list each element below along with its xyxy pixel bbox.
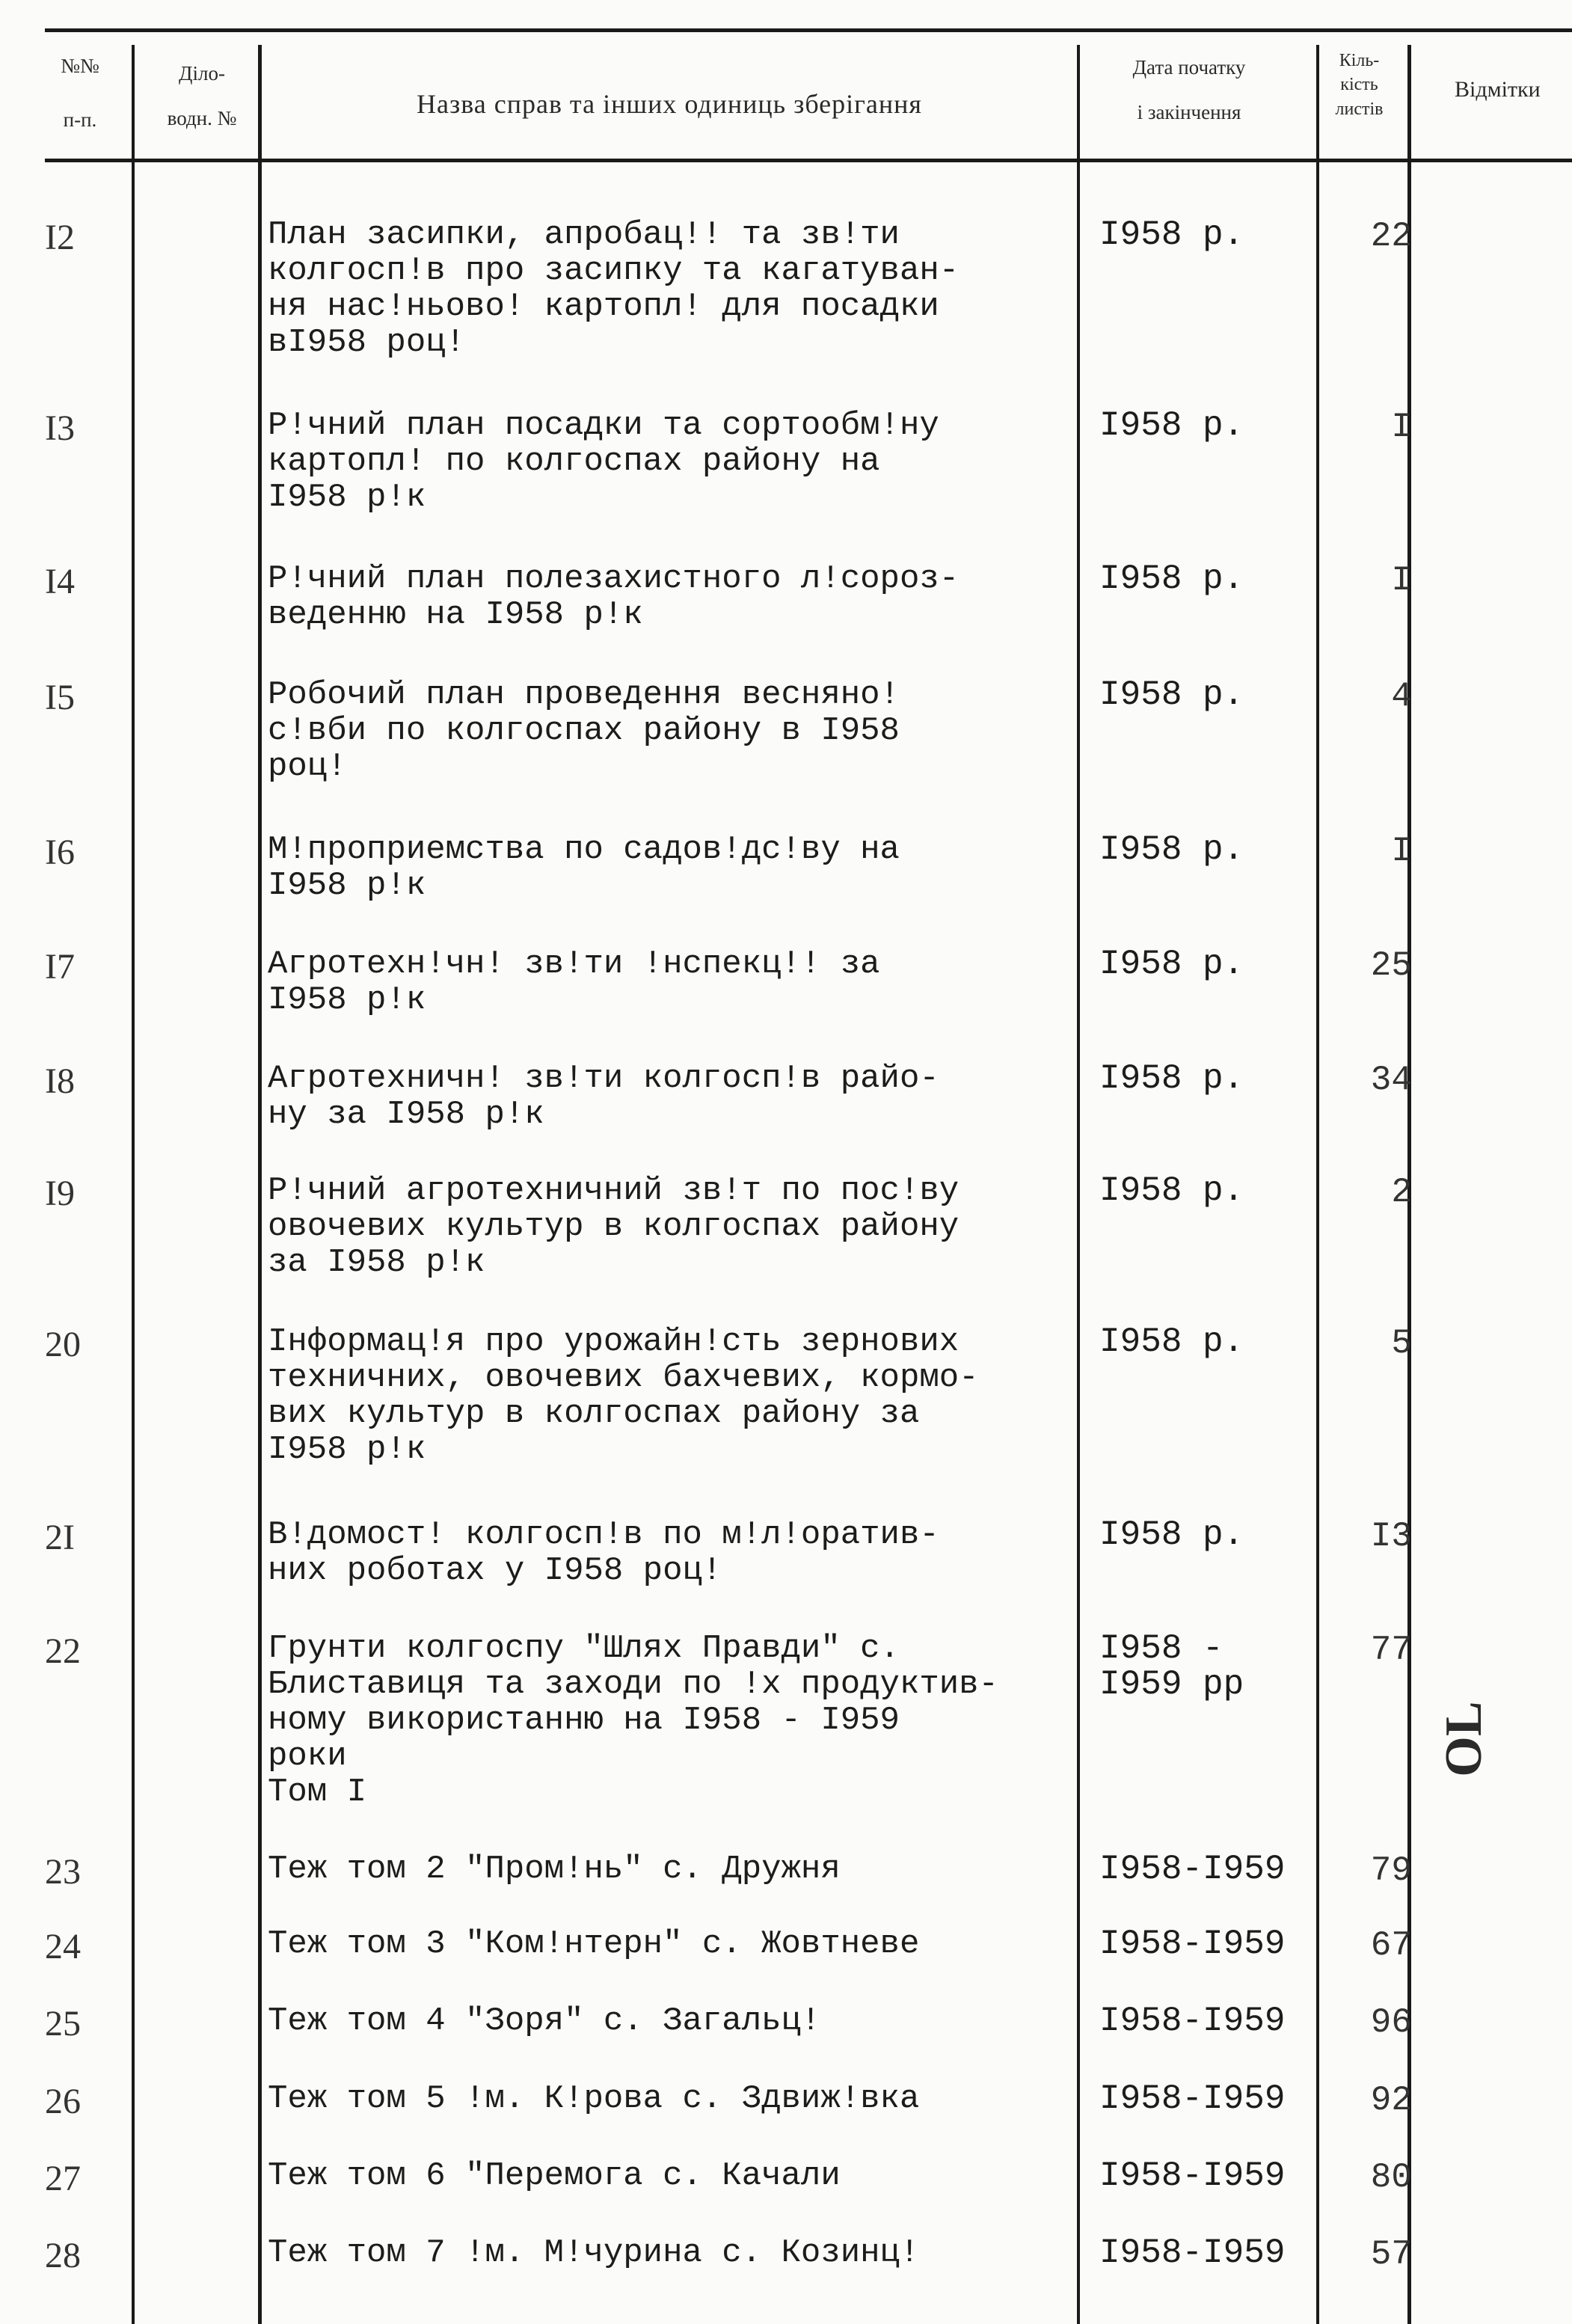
row-sheet-count: 67 [1370,1926,1412,1965]
row-date: I958-I959 [1099,1925,1286,1963]
row-date: I958 р. [1099,945,1244,984]
header-number: №№ п-п. [61,55,99,132]
row-date: I958 р. [1099,675,1244,714]
row-title: Р!чний план полезахистного л!сороз- веденню на I958 р!к [268,560,960,634]
row-sheet-count: 80 [1370,2158,1412,2197]
row-sheet-count: 2 [1391,1173,1412,1212]
column-divider [1077,45,1080,2324]
row-date: I958 р. [1099,406,1244,445]
row-title: Теж том 5 !м. К!рова с. Здвиж!вка [268,2080,920,2118]
row-sheet-count: 92 [1370,2081,1412,2120]
column-divider [258,45,262,2324]
row-date: I958-I959 [1099,1850,1286,1889]
archive-stamp-mark [1435,1597,1514,1881]
row-sheet-count: I [1391,561,1412,600]
row-sheet-count: 77 [1370,1631,1412,1670]
header-dates: Дата початку і закінчення [1132,56,1246,124]
row-sheet-count: 96 [1370,2003,1412,2042]
header-bottom-rule [45,159,1572,162]
row-sheet-count: 22 [1370,217,1412,256]
row-number: I6 [45,833,75,872]
row-number: I9 [45,1174,75,1213]
row-title: Теж том 3 "Ком!нтерн" с. Жовтневе [268,1925,920,1963]
row-date: I958-I959 [1099,2233,1286,2272]
row-number: 2I [45,1518,75,1557]
row-title: Агротехничн! зв!ти колгосп!в райо- ну за I958 р!к [268,1060,939,1133]
row-sheet-count: 5 [1391,1324,1412,1363]
row-number: I3 [45,408,75,448]
row-number: I5 [45,678,75,717]
row-sheet-count: 4 [1391,677,1412,716]
row-number: 25 [45,2004,81,2044]
row-date: I958 - I959 рр [1099,1629,1244,1704]
row-number: I7 [45,947,75,987]
row-title: Робочий план проведення весняно! с!вби по колгоспах району в I958 роц! [268,676,900,785]
row-date: I958 р. [1099,1171,1244,1210]
header-title: Назва справ та інших одиниць зберігання [417,89,922,119]
row-title: Теж том 6 "Перемога с. Качали [268,2157,841,2195]
row-number: 20 [45,1325,81,1364]
row-number: 27 [45,2159,81,2198]
header-sheet-count: Кіль- кість листів [1335,51,1384,119]
row-title: М!проприемства по садов!дс!ву на I958 р!к [268,831,900,904]
row-title: План засипки, апробац!! та зв!ти колгосп!в про засипку та кагатуван- ня нас!ньово! картопл! для посадки вI958 роц! [268,216,960,361]
row-sheet-count: 57 [1370,2235,1412,2274]
row-number: 22 [45,1631,81,1671]
row-sheet-count: I3 [1370,1517,1412,1556]
row-title: Теж том 2 "Пром!нь" с. Дружня [268,1851,841,1888]
row-number: 26 [45,2082,81,2121]
row-number: 28 [45,2236,81,2275]
row-date: I958-I959 [1099,2156,1286,2195]
row-date: I958-I959 [1099,2079,1286,2118]
row-date: I958 р. [1099,1322,1244,1361]
top-rule [45,28,1572,32]
row-sheet-count: 79 [1370,1851,1412,1890]
row-number: 24 [45,1927,81,1966]
row-title: В!домост! колгосп!в по м!л!оратив- них роботах у I958 роц! [268,1516,939,1589]
row-number: I8 [45,1061,75,1101]
row-sheet-count: I [1391,408,1412,447]
row-number: I2 [45,218,75,257]
row-title: Р!чний план посадки та сортообм!ну картопл! по колгоспах району на I958 р!к [268,407,939,516]
row-sheet-count: 34 [1370,1061,1412,1100]
row-title: Інформац!я про урожайн!сть зернових техничних, овочевих бахчевих, кормо- вих культур в колгоспах району за I958 р!к [268,1323,979,1468]
row-date: I958 р. [1099,215,1244,254]
row-number: 23 [45,1852,81,1892]
row-sheet-count: 25 [1370,946,1412,985]
row-title: Теж том 7 !м. М!чурина с. Козинц! [268,2234,920,2272]
row-number: I4 [45,562,75,601]
row-date: I958 р. [1099,1515,1244,1554]
row-title: Теж том 4 "Зоря" с. Загальц! [268,2002,821,2040]
stamp-text: OL [1435,1701,1493,1777]
row-date: I958 р. [1099,559,1244,598]
row-date: I958 р. [1099,1059,1244,1098]
header-office-number: Діло- водн. № [167,62,237,130]
row-date: I958-I959 [1099,2002,1286,2041]
row-sheet-count: I [1391,832,1412,871]
header-notes: Відмітки [1455,77,1541,102]
row-date: I958 р. [1099,830,1244,869]
row-title: Агротехн!чн! зв!ти !нспекц!! за I958 р!к [268,945,880,1019]
row-title: Р!чний агротехничний зв!т по пос!ву овочевих культур в колгоспах району за I958 р!к [268,1172,960,1281]
row-title: Грунти колгоспу "Шлях Правди" с. Блиставиця та заходи по !х продуктив- ному використанню на I958 - I959 роки Том I [268,1630,998,1811]
